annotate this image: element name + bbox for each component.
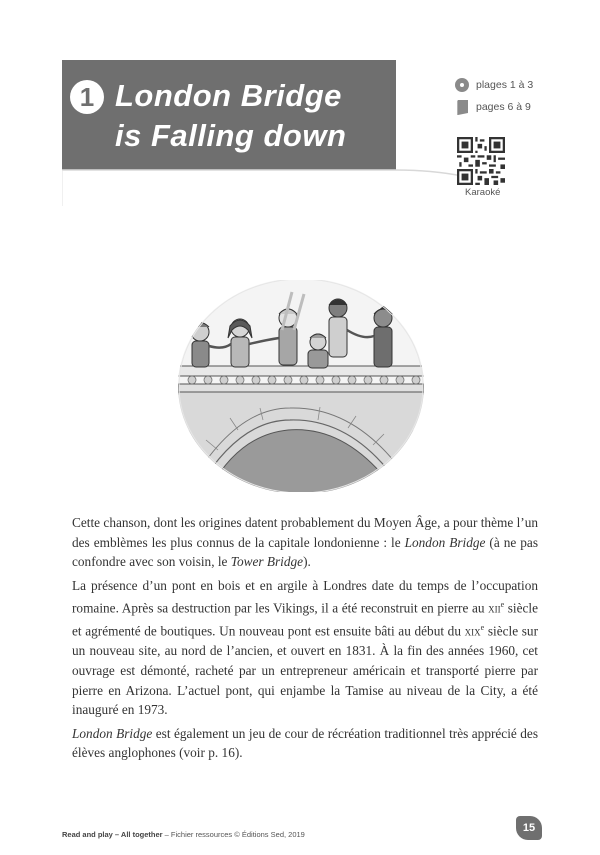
footer-publisher: – Fichier ressources © Éditions Sed, 2019 [162,830,305,839]
p3-london-bridge-italic: London Bridge [72,725,153,741]
page-title-line-1: London Bridge [115,78,342,113]
qr-code-icon[interactable] [457,137,505,185]
title-wave-decoration [62,166,462,206]
p3-text-a: est également un jeu de cour de récréation traditionnel très apprécié des élèves anglophones (voir p. 16). [72,725,538,761]
page-number: 15 [516,816,542,840]
p2-text-c: siècle sur un nouveau site, au nord de l’ancien, et ouvert en 1831. À la fin des années 1960, cet ouvrage est démonté, racheté par un entrepreneur américain et transporté pierre par pierre en Arizona. L’actuel pont, qui enjambe la Tamise au niveau de la City, a été inauguré en 1973. [72,623,538,718]
p1-text-c: ). [303,554,311,570]
article-body [72,513,538,767]
p1-text-a: Cette chanson, dont les origines datent probablement du Moyen Âge, a pour thème l’un des emblèmes les plus connus de la capitale londonienne : le [72,515,538,550]
book-icon [456,99,469,116]
book-pages-label: pages 6 à 9 [476,101,531,113]
century-12: xii [488,600,501,616]
tower-bridge-italic: Tower Bridge [230,554,304,570]
cd-tracks-label: plages 1 à 3 [476,79,534,91]
century-19-sup: e [480,623,485,633]
footer-book-title: Read and play – All together [62,830,163,839]
bridge-illustration [178,280,424,492]
qr-caption: Karaoké [465,187,501,198]
cd-icon [455,78,469,92]
paragraph-3 [72,724,538,763]
p2-text-b: siècle et agrémenté de boutiques. Un nouveau pont est ensuite bâti au début du [72,600,539,639]
paragraph-2 [72,576,538,720]
p2-text-a: La présence d’un pont en bois et en argile à Londres date du temps de l’occupation romaine. Après sa destruction par les Vikings, il a été reconstruit en pierre au [72,577,538,616]
century-12-sup: e [500,600,505,610]
p1-text-b: (à ne pas confondre avec son voisin, le [72,534,539,570]
century-19: xix [464,623,481,639]
paragraph-1 [72,513,538,572]
song-number-badge: 1 [70,80,104,114]
london-bridge-italic: London Bridge [404,534,486,550]
page-title-line-2: is Falling down [115,118,347,153]
footer-credit [62,830,305,839]
